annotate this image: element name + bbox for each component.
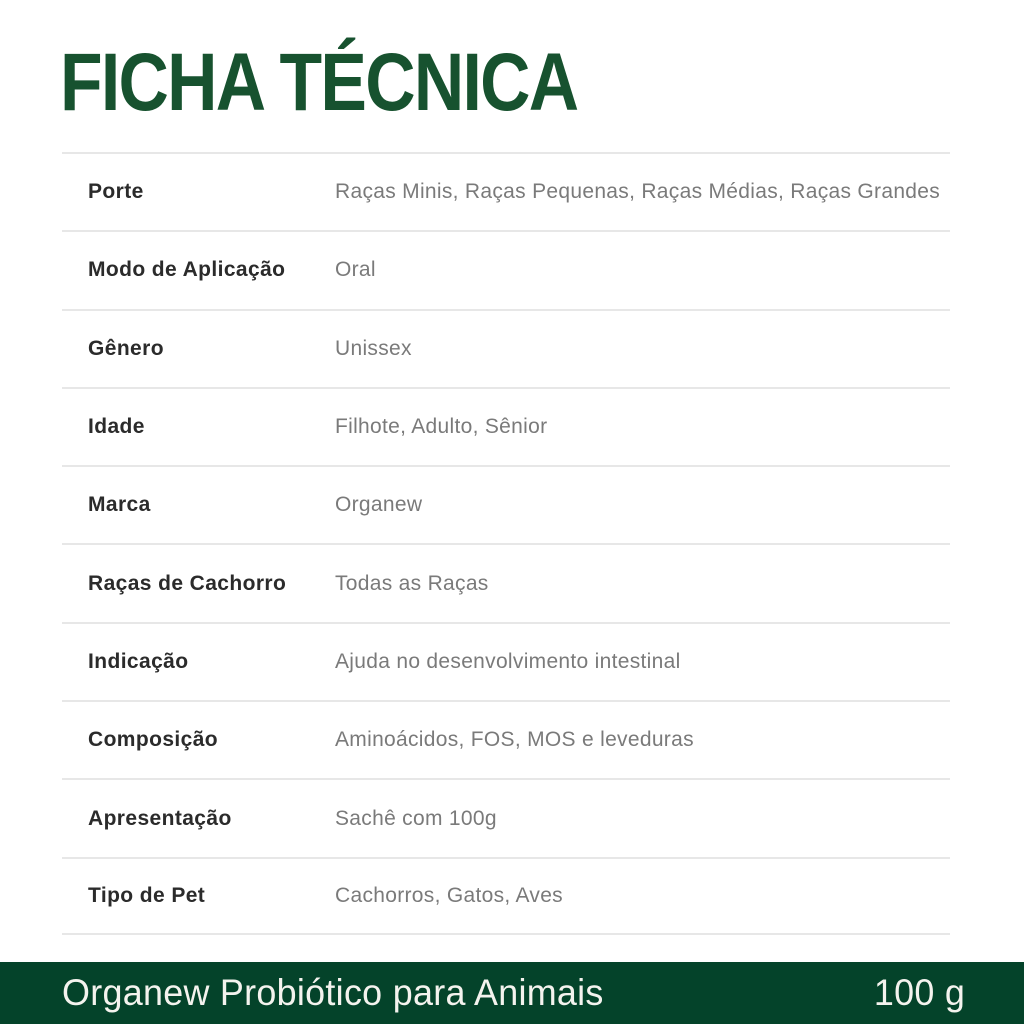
table-row [62,309,950,387]
table-row [62,700,950,778]
row-label: Marca [88,493,151,517]
product-name: Organew Probiótico para Animais [62,972,604,1013]
row-label: Idade [88,415,145,439]
row-value: Filhote, Adulto, Sênior [335,415,548,439]
row-value: Raças Minis, Raças Pequenas, Raças Médias, Raças Grandes [335,180,941,204]
row-value: Aminoácidos, FOS, MOS e leveduras [335,728,694,752]
table-row [62,230,950,308]
table-row [62,543,950,621]
page-title: FICHA TÉCNICA [60,37,578,128]
table-row [62,465,950,543]
row-label: Indicação [88,649,189,673]
row-value: Sachê com 100g [335,806,497,830]
table-row [62,387,950,465]
row-label: Raças de Cachorro [88,571,287,595]
product-weight: 100 g [873,972,965,1013]
table-row [62,857,950,935]
spec-table [62,152,950,935]
row-label: Porte [88,180,144,204]
row-label: Composição [88,728,219,752]
row-label: Apresentação [88,806,232,830]
table-row [62,152,950,230]
row-value: Oral [335,258,376,282]
row-label: Gênero [88,336,164,360]
row-value: Ajuda no desenvolvimento intestinal [335,649,681,673]
row-value: Todas as Raças [335,571,489,595]
row-value: Organew [335,493,423,517]
row-label: Modo de Aplicação [88,258,286,282]
table-row [62,778,950,856]
footer-bar [0,962,1024,1024]
table-row [62,622,950,700]
row-label: Tipo de Pet [88,883,206,907]
row-value: Unissex [335,336,412,360]
row-value: Cachorros, Gatos, Aves [335,883,563,907]
